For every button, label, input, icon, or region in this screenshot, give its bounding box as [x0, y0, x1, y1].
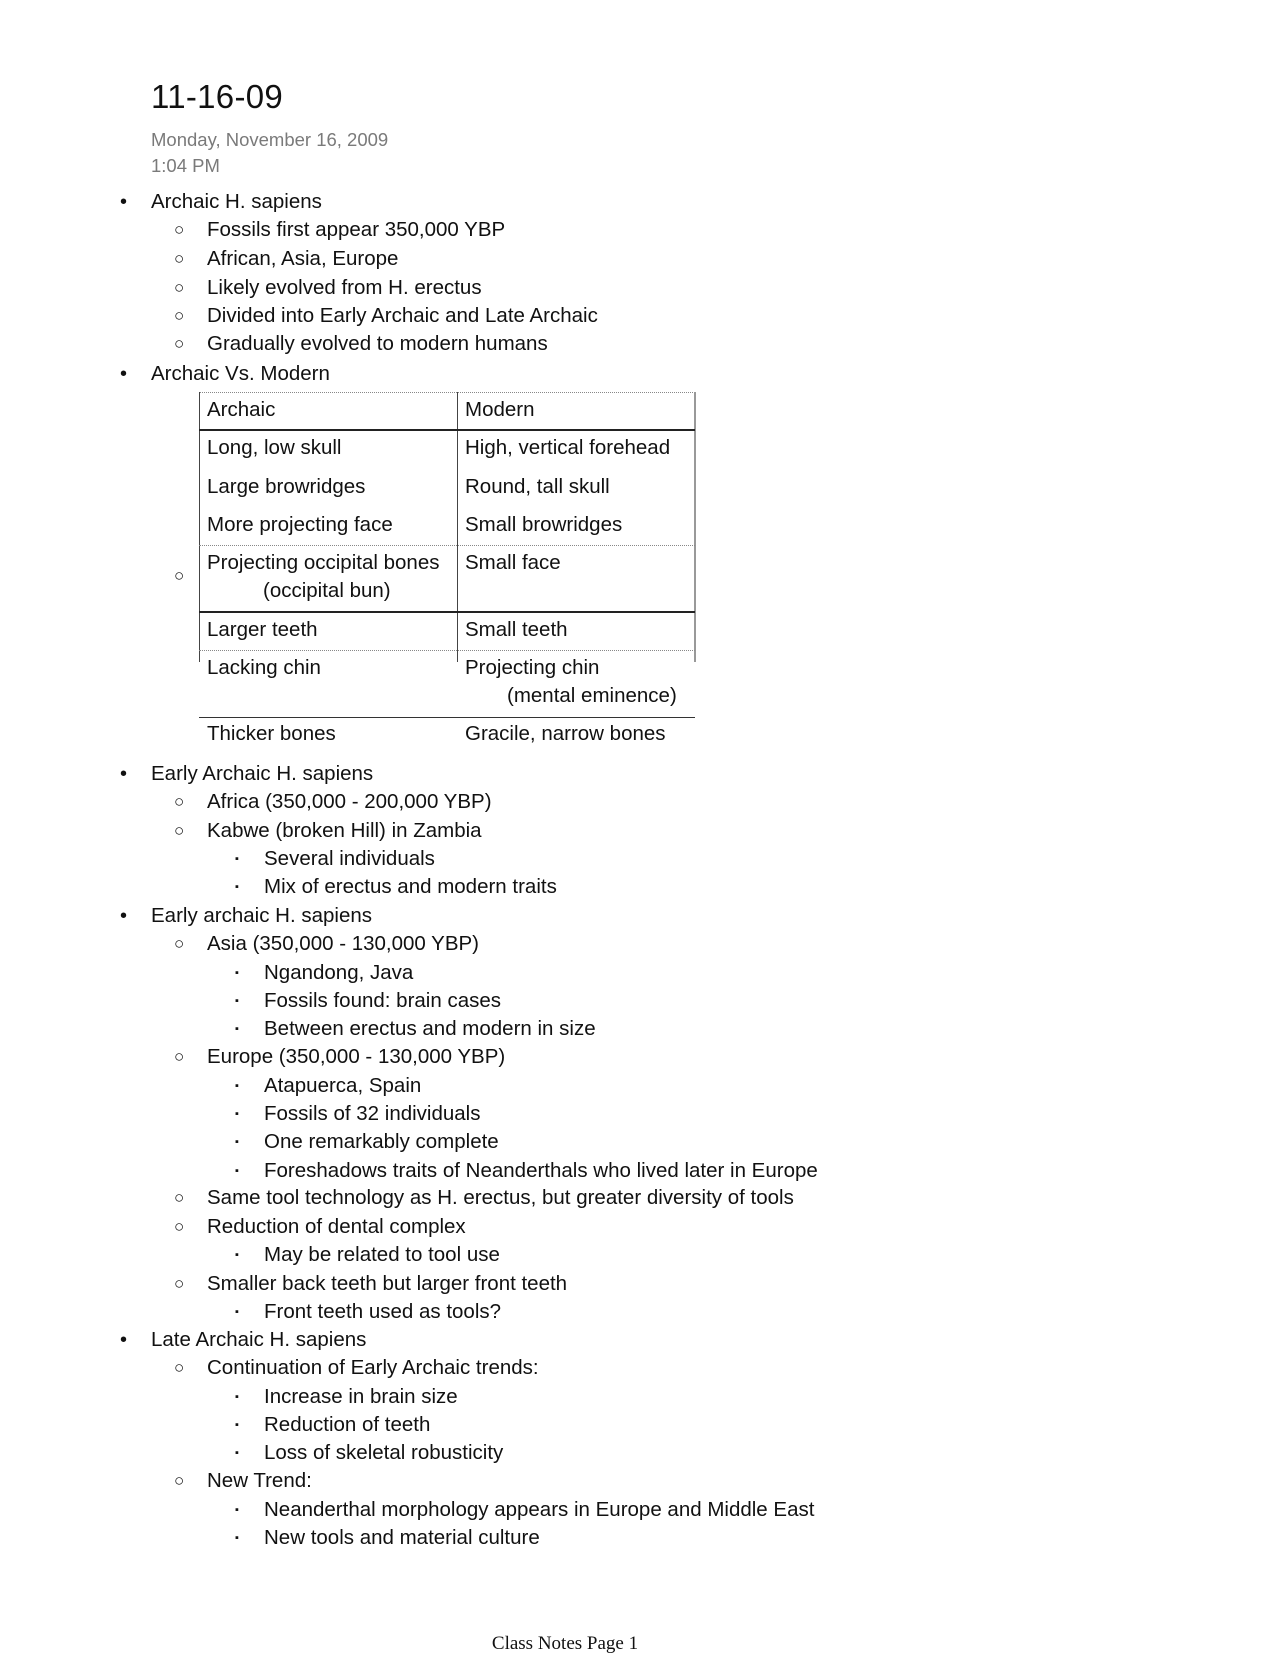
outline-item: Europe (350,000 - 130,000 YBP) — [207, 1045, 506, 1068]
bullet-l3: ▪ — [235, 1532, 239, 1544]
table-header-modern: Modern — [465, 398, 535, 421]
outline-subitem: Neanderthal morphology appears in Europe and Middle East — [264, 1498, 815, 1521]
table-cell: Gracile, narrow bones — [465, 722, 666, 745]
outline-subitem: Increase in brain size — [264, 1385, 458, 1408]
outline-subitem: Front teeth used as tools? — [264, 1300, 502, 1323]
table-cell: Large browridges — [207, 475, 366, 498]
outline-heading: Early Archaic H. sapiens — [151, 762, 374, 785]
bullet-l3: ▪ — [235, 1165, 239, 1177]
outline-item: Divided into Early Archaic and Late Archaic — [207, 304, 598, 327]
bullet-l3: ▪ — [235, 1108, 239, 1120]
table-cell: Small teeth — [465, 618, 568, 641]
outline-subitem: Ngandong, Java — [264, 961, 414, 984]
page-time: 1:04 PM — [151, 155, 220, 176]
bullet-l3: ▪ — [235, 1391, 239, 1403]
bullet-l2: ○ — [174, 334, 185, 353]
outline-heading: Archaic Vs. Modern — [151, 362, 330, 385]
outline-subitem: One remarkably complete — [264, 1130, 499, 1153]
outline-item: Continuation of Early Archaic trends: — [207, 1356, 539, 1379]
bullet-l3: ▪ — [235, 853, 239, 865]
outline-item: Fossils first appear 350,000 YBP — [207, 218, 506, 241]
table-column-divider — [457, 392, 458, 662]
bullet-l3: ▪ — [235, 1504, 239, 1516]
outline-subitem: Fossils found: brain cases — [264, 989, 502, 1012]
table-border-left — [199, 392, 200, 662]
outline-item: New Trend: — [207, 1469, 312, 1492]
table-cell: Thicker bones — [207, 722, 336, 745]
outline-item: Reduction of dental complex — [207, 1215, 466, 1238]
outline-subitem: Atapuerca, Spain — [264, 1074, 422, 1097]
table-row-rule — [199, 650, 695, 651]
outline-subitem: Foreshadows traits of Neanderthals who lived later in Europe — [264, 1159, 818, 1182]
bullet-l2: ○ — [174, 821, 185, 840]
outline-item: African, Asia, Europe — [207, 247, 399, 270]
outline-item: Likely evolved from H. erectus — [207, 276, 482, 299]
outline-heading: Late Archaic H. sapiens — [151, 1328, 367, 1351]
outline-subitem: New tools and material culture — [264, 1526, 540, 1549]
bullet-l2: ○ — [174, 1471, 185, 1490]
outline-subitem: Between erectus and modern in size — [264, 1017, 596, 1040]
table-row-rule — [199, 611, 695, 613]
table-cell: Round, tall skull — [465, 475, 610, 498]
table-border-top — [199, 392, 695, 393]
page-footer: Class Notes Page 1 — [491, 1633, 639, 1654]
bullet-l3: ▪ — [235, 1136, 239, 1148]
bullet-l2: ○ — [174, 220, 185, 239]
outline-item: Africa (350,000 - 200,000 YBP) — [207, 790, 492, 813]
table-cell: Lacking chin — [207, 656, 321, 679]
outline-subitem: May be related to tool use — [264, 1243, 500, 1266]
outline-item: Asia (350,000 - 130,000 YBP) — [207, 932, 479, 955]
bullet-l3: ▪ — [235, 1080, 239, 1092]
outline-subitem: Loss of skeletal robusticity — [264, 1441, 504, 1464]
bullet-l3: ▪ — [235, 1419, 239, 1431]
outline-subitem: Mix of erectus and modern traits — [264, 875, 557, 898]
table-cell: High, vertical forehead — [465, 436, 671, 459]
bullet-l2: ○ — [174, 1047, 185, 1066]
table-row-rule — [199, 717, 695, 718]
comparison-table — [199, 392, 695, 752]
outline-subitem: Reduction of teeth — [264, 1413, 431, 1436]
outline-item: Same tool technology as H. erectus, but greater diversity of tools — [207, 1186, 794, 1209]
bullet-l2: ○ — [174, 249, 185, 268]
outline-heading: Early archaic H. sapiens — [151, 904, 373, 927]
bullet-l3: ▪ — [235, 995, 239, 1007]
outline-item: Kabwe (broken Hill) in Zambia — [207, 819, 482, 842]
outline-subitem: Several individuals — [264, 847, 435, 870]
outline-item: Gradually evolved to modern humans — [207, 332, 548, 355]
bullet-l2: ○ — [174, 566, 185, 585]
bullet-l2: ○ — [174, 278, 185, 297]
table-header-rule — [199, 429, 695, 431]
table-cell: Small face — [465, 551, 561, 574]
table-cell: Long, low skull — [207, 436, 342, 459]
table-header-archaic: Archaic — [207, 398, 276, 421]
bullet-l2: ○ — [174, 1217, 185, 1236]
table-cell: Projecting chin — [465, 656, 600, 679]
bullet-l3: ▪ — [235, 881, 239, 893]
bullet-l1: • — [120, 905, 128, 927]
bullet-l2: ○ — [174, 792, 185, 811]
bullet-l3: ▪ — [235, 967, 239, 979]
bullet-l3: ▪ — [235, 1447, 239, 1459]
bullet-l1: • — [120, 763, 128, 785]
bullet-l3: ▪ — [235, 1249, 239, 1261]
page-meta — [151, 127, 388, 179]
page-date: Monday, November 16, 2009 — [151, 129, 389, 150]
bullet-l3: ▪ — [235, 1023, 239, 1035]
page-title: 11-16-09 — [151, 78, 284, 115]
table-cell-continuation: (occipital bun) — [263, 579, 391, 602]
bullet-l1: • — [120, 1329, 128, 1351]
bullet-l3: ▪ — [235, 1306, 239, 1318]
outline-item: Smaller back teeth but larger front teeth — [207, 1272, 568, 1295]
table-cell: Larger teeth — [207, 618, 318, 641]
outline-heading: Archaic H. sapiens — [151, 190, 322, 213]
bullet-l2: ○ — [174, 1274, 185, 1293]
table-cell: Small browridges — [465, 513, 623, 536]
table-row-rule — [199, 545, 695, 546]
bullet-l2: ○ — [174, 1188, 185, 1207]
bullet-l2: ○ — [174, 1358, 185, 1377]
bullet-l1: • — [120, 363, 128, 385]
bullet-l2: ○ — [174, 306, 185, 325]
table-cell-continuation: (mental eminence) — [507, 684, 677, 707]
table-cell: More projecting face — [207, 513, 393, 536]
table-border-right — [694, 392, 696, 662]
bullet-l2: ○ — [174, 934, 185, 953]
outline-subitem: Fossils of 32 individuals — [264, 1102, 481, 1125]
table-cell: Projecting occipital bones — [207, 551, 440, 574]
bullet-l1: • — [120, 191, 128, 213]
